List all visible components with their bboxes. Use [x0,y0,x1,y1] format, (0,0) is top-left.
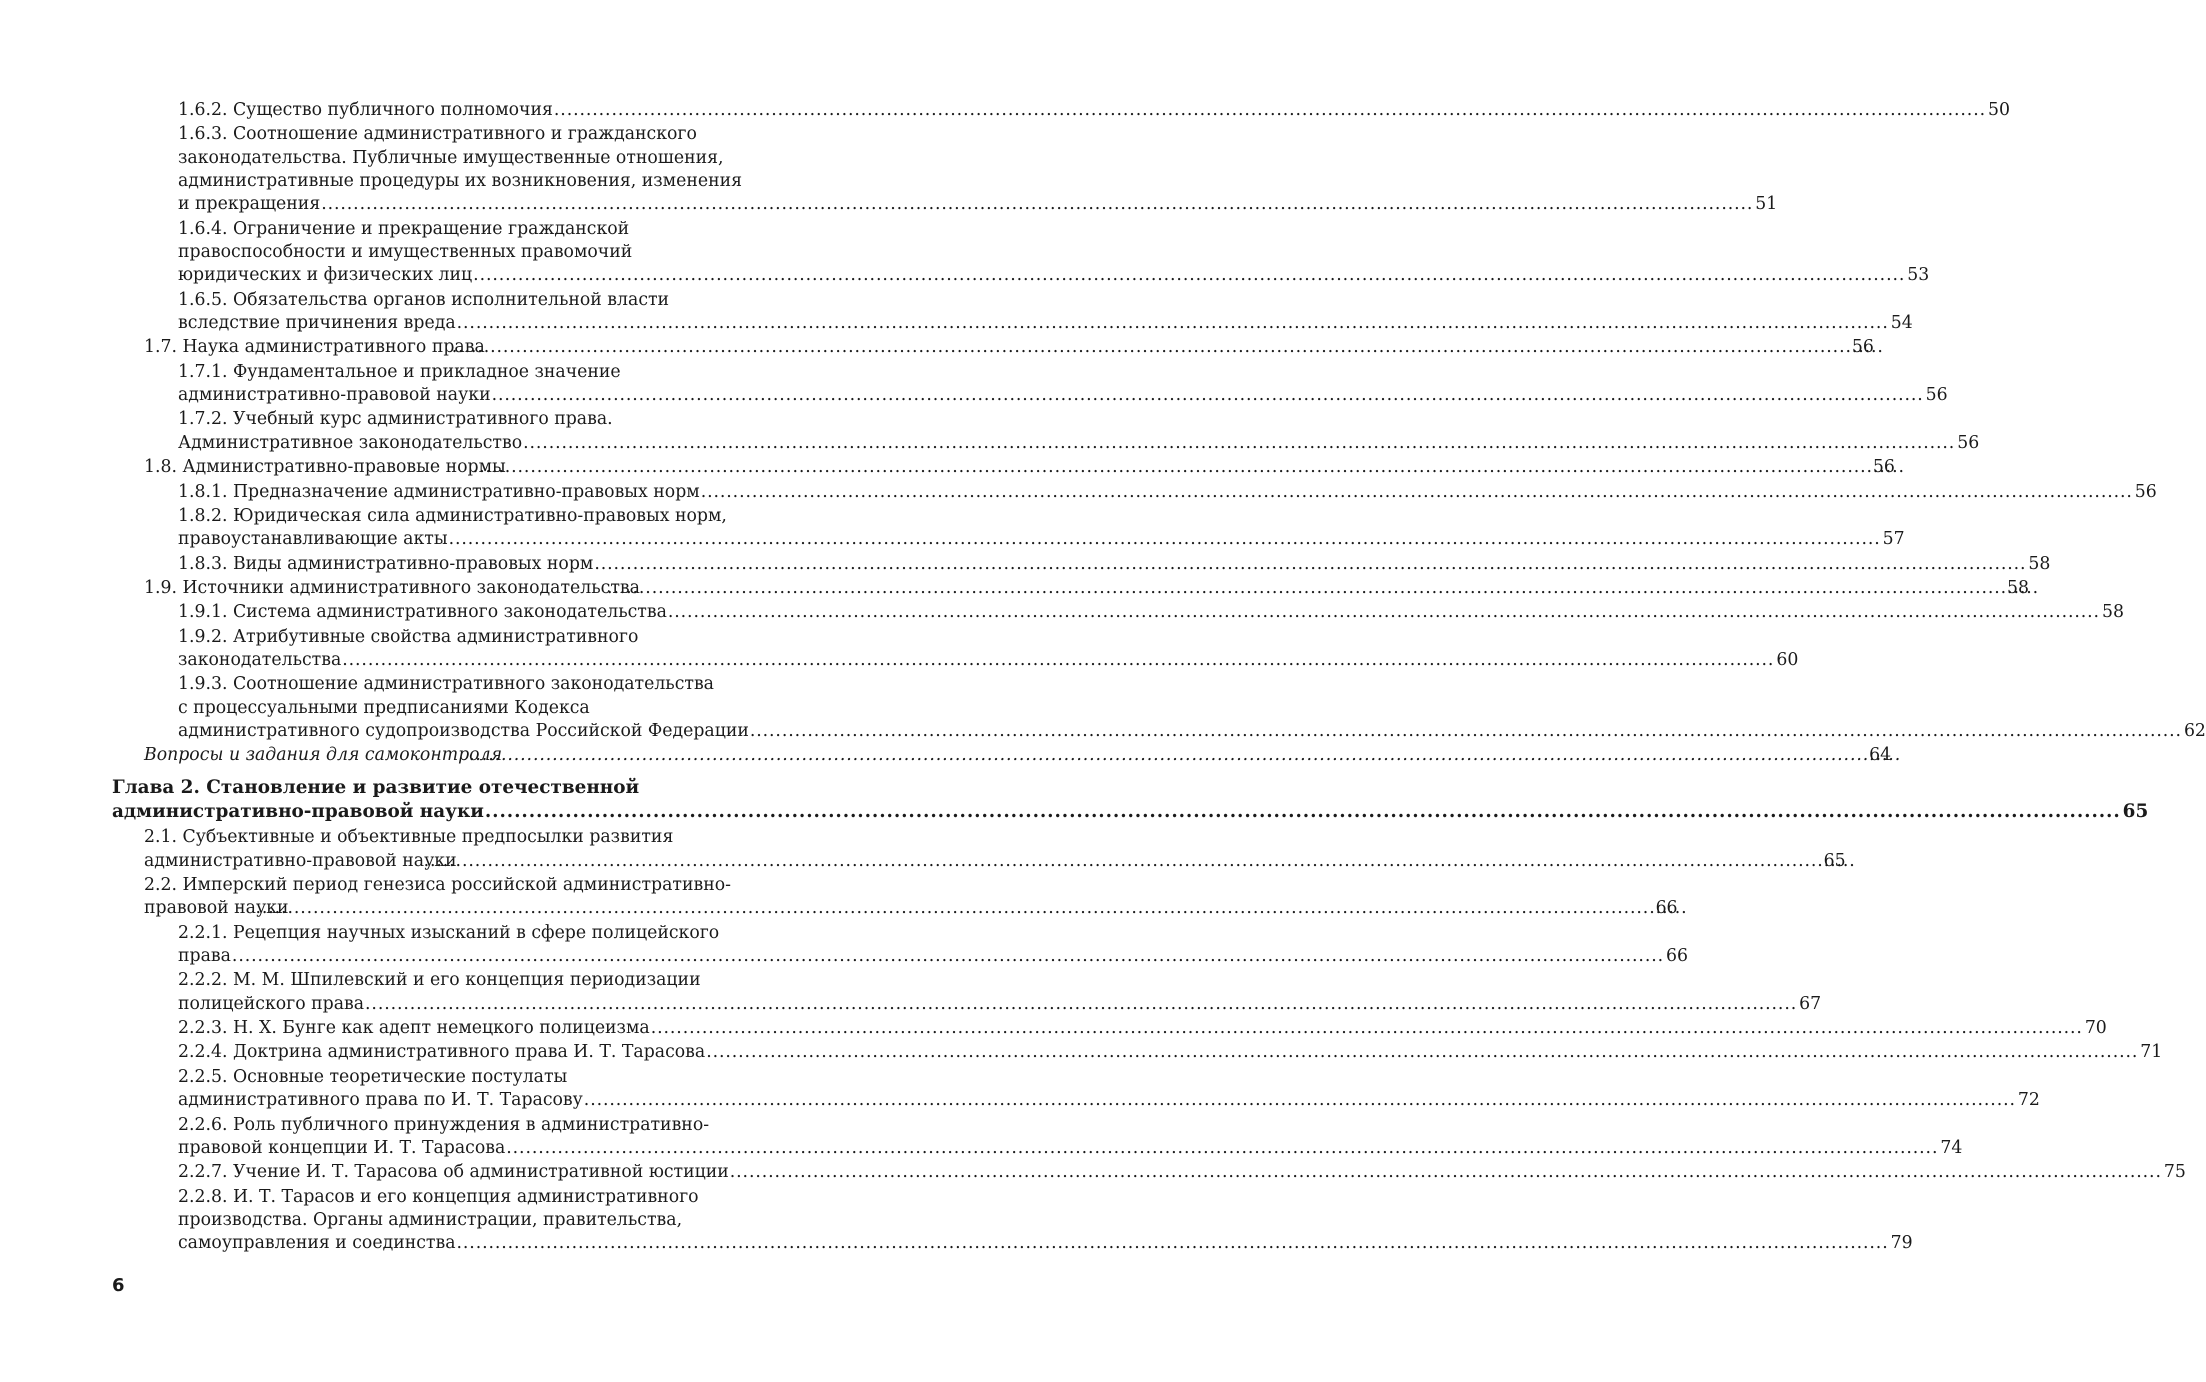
toc-entry[interactable] [178,1114,1963,1161]
dot-leader [701,481,2133,504]
toc-entry-title-line: административно-правовой науки [178,385,491,406]
toc-entry-title-line: 1.8.3. Виды административно-правовых норм [178,553,594,574]
toc-page-number: 56 [1872,457,1895,478]
dot-leader [321,193,1753,216]
toc-entry[interactable] [178,481,2157,504]
toc-entry[interactable] [178,123,1778,216]
toc-entry-title-line: 1.7. Наука административного права [144,337,485,358]
toc-entry[interactable] [178,922,1688,969]
toc-entry-title-line: Вопросы и задания для самоконтроля [144,745,503,766]
toc-entry-title-line: 1.6.2. Существо публичного полномочия [178,100,553,120]
toc-page-number: 58 [2028,553,2051,574]
toc-entry-title-line: самоуправления и соединства [178,1233,456,1254]
toc-page-number: 60 [1776,650,1799,671]
toc-entry-title-line: законодательства [178,650,342,671]
toc-entry-title-line: 1.9.3. Соотношение административного законодательства [178,674,714,695]
toc-chapter-entry[interactable] [112,776,2149,825]
toc-entry-title-line: 2.2.3. Н. Х. Бунге как адепт немецкого полицеизма [178,1018,650,1039]
toc-page-number: 56 [1957,432,1980,453]
toc-entry-title-line: с процессуальными предписаниями Кодекса [178,697,590,718]
toc-entry[interactable] [178,99,2010,122]
toc-entry[interactable] [178,626,1799,673]
toc-entry-title-line: 1.7.2. Учебный курс административного права. [178,409,613,430]
toc-entry-title-line: административного судопроизводства Российской Федерации [178,721,749,742]
toc-page-number: 56 [2134,481,2157,502]
toc-page-number: 72 [2017,1090,2040,1111]
toc-page-number: 58 [2007,577,2030,598]
toc-entry-title-line: законодательства. Публичные имущественные отношения, [178,147,724,168]
dot-leader [232,945,1664,968]
toc-entry-title-line: 1.6.3. Соотношение административного и гражданского [178,124,697,145]
toc-entry[interactable] [144,744,1892,767]
toc-entry[interactable] [178,673,2206,743]
dot-leader [486,336,1884,359]
toc-entry-title-line: 1.9.2. Атрибутивные свойства административного [178,626,639,647]
dot-leader [594,553,2026,576]
toc-page-number: 66 [1666,945,1688,966]
toc-page-number: 65 [1823,850,1846,871]
toc-entry-title-line: правовой концепции И. Т. Тарасова [178,1137,506,1158]
toc-entry-title-line: 2.2.2. М. М. Шпилевский и его концепция периодизации [178,970,701,991]
toc-page-number: 57 [1882,529,1905,550]
toc-entry-title-line: 2.2. Имперский период генезиса российской административно- [144,875,731,895]
toc-entry[interactable] [178,1041,2163,1064]
toc-entry-title-line: полицейского права [178,993,365,1014]
toc-page-number: 71 [2140,1042,2163,1063]
toc-page-number: 54 [1890,312,1913,333]
dot-leader [503,744,1901,767]
toc-entry-title-line: 1.9.1. Система административного законодательства [178,602,667,623]
toc-entry-title-line: юридических и физических лиц [178,265,473,286]
toc-entry-title-line: 1.6.5. Обязательства органов исполнительной власти [178,289,670,310]
dot-leader [449,528,1881,551]
toc-page-number: 58 [2101,602,2124,623]
toc-entry-title-line: правоустанавливающие акты [178,529,448,550]
dot-leader [457,1232,1889,1255]
toc-entry-title-line: Глава 2. Становление и развитие отечественной [112,776,640,798]
toc-entry-title-line: вследствие причинения вреда [178,312,456,333]
toc-entry[interactable] [144,874,1678,921]
dot-leader [584,1089,2016,1112]
toc-entry-title-line: 2.2.4. Доктрина административного права И. Т. Тарасова [178,1042,706,1063]
dot-leader [342,649,1774,672]
dot-leader [706,1041,2138,1064]
toc-entry[interactable] [178,1017,2107,1040]
toc-entry[interactable] [178,408,1980,455]
toc-entry-title-line: 1.6.4. Ограничение и прекращение гражданской [178,218,630,239]
toc-page-number: 74 [1940,1137,1963,1158]
page-number: 6 [112,1275,125,1296]
dot-leader [289,897,1687,920]
toc-entry-title-line: правоспособности и имущественных правомочий [178,241,633,262]
toc-page-number: 56 [1925,385,1948,406]
dot-leader [641,577,2039,600]
toc-entry-title-line: 2.2.7. Учение И. Т. Тарасова об административной юстиции [178,1162,729,1183]
toc-page-number: 50 [1987,100,2010,120]
dot-leader [668,601,2100,624]
toc-entry[interactable] [178,289,1913,336]
toc-entry[interactable] [144,577,2030,600]
dot-leader [473,264,1905,287]
toc-entry-title-line: 2.1. Субъективные и объективные предпосылки развития [144,827,674,848]
toc-entry[interactable] [178,1161,2186,1184]
toc-entry[interactable] [178,1066,2040,1113]
toc-entry[interactable] [178,505,1905,552]
toc-entry-title-line: административные процедуры их возникновения, изменения [178,170,743,191]
dot-leader [485,800,2121,824]
toc-entry[interactable] [178,361,1948,408]
dot-leader [651,1017,2083,1040]
toc-entry-title-line: 2.2.5. Основные теоретические постулаты [178,1066,568,1087]
toc-entry[interactable] [178,601,2124,624]
toc-entry[interactable] [178,218,1930,288]
dot-leader [457,312,1889,335]
toc-entry-title-line: 1.8.2. Юридическая сила административно-правовых норм, [178,505,727,526]
toc-page-number: 51 [1755,194,1778,215]
dot-leader [554,99,1986,122]
table-of-contents [112,99,2206,1257]
toc-entry[interactable] [144,336,1874,359]
dot-leader [365,993,1797,1016]
toc-entry-title-line: 2.2.1. Рецепция научных изысканий в сфере полицейского [178,922,720,943]
dot-leader [750,720,2182,743]
toc-page-number: 79 [1890,1233,1913,1254]
toc-entry-title-line: 1.9. Источники административного законодательства [144,577,640,598]
dot-leader [507,456,1905,479]
toc-page-number: 65 [2122,801,2149,823]
toc-entry[interactable] [178,1186,1913,1256]
dot-leader [492,384,1924,407]
toc-entry-title-line: 1.7.1. Фундаментальное и прикладное значение [178,361,621,382]
dot-leader [506,1137,1938,1160]
toc-entry-title-line: административно-правовой науки [112,801,484,823]
toc-entry[interactable] [144,456,1895,479]
dot-leader [458,850,1856,873]
toc-page-number: 64 [1869,745,1892,766]
toc-entry-title-line: производства. Органы администрации, правительства, [178,1209,683,1230]
toc-entry-title-line: 2.2.6. Роль публичного принуждения в административно- [178,1114,710,1135]
dot-leader [730,1161,2162,1184]
toc-entry[interactable] [178,969,1822,1016]
toc-entry[interactable] [144,826,1846,873]
toc-entry-title-line: правовой науки [144,898,289,919]
toc-entry-title-line: административного права по И. Т. Тарасову [178,1090,583,1111]
dot-leader [523,432,1955,455]
toc-page-number: 75 [2163,1162,2186,1183]
toc-entry-title-line: и прекращения [178,194,321,215]
toc-entry[interactable] [178,553,2051,576]
toc-page-number: 67 [1799,993,1822,1014]
toc-page-number: 53 [1907,265,1930,286]
toc-entry-title-line: 1.8. Административно-правовые нормы [144,457,506,478]
toc-page-number: 70 [2084,1018,2107,1039]
toc-page-number: 62 [2183,721,2206,742]
toc-entry-title-line: административно-правовой науки [144,850,457,871]
toc-entry-title-line: права [178,945,231,966]
toc-entry-title-line: 1.8.1. Предназначение административно-правовых норм [178,481,700,502]
toc-entry-title-line: 2.2.8. И. Т. Тарасов и его концепция административного [178,1186,699,1207]
toc-entry-title-line: Административное законодательство [178,432,523,453]
toc-page-number: 56 [1851,337,1874,358]
toc-page-number: 66 [1655,898,1678,919]
